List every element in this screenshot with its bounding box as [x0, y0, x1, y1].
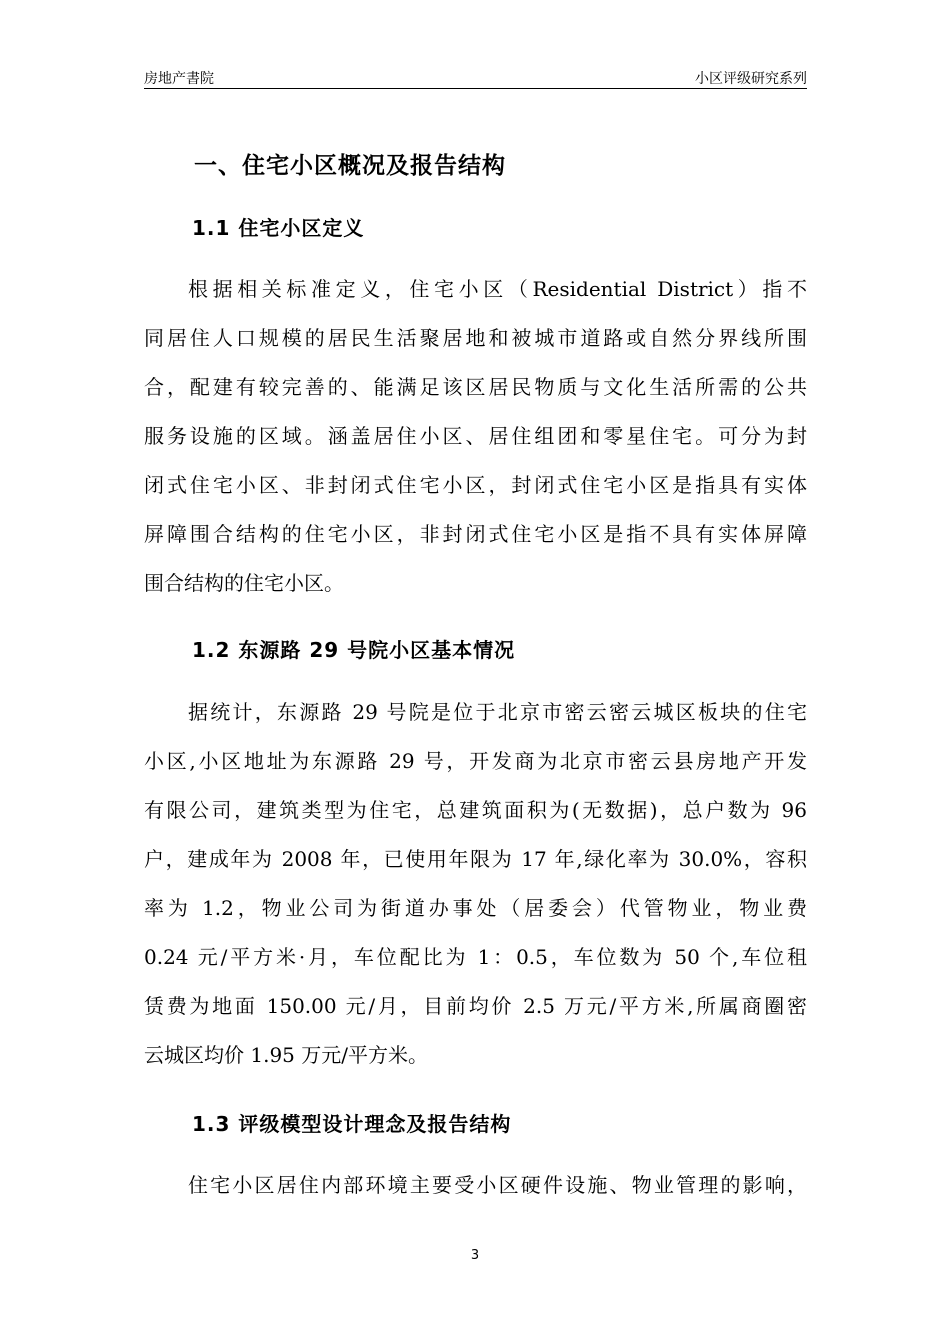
paragraph-line: 有限公司，建筑类型为住宅，总建筑面积为(无数据)，总户数为 96 — [144, 798, 807, 822]
paragraph-definition — [144, 265, 807, 608]
paragraph-line: 率为 1.2，物业公司为街道办事处（居委会）代管物业，物业费 — [144, 896, 807, 920]
paragraph-line: 屏障围合结构的住宅小区，非封闭式住宅小区是指不具有实体屏障 — [144, 522, 807, 546]
heading-1-2: 1.2 东源路 29 号院小区基本情况 — [192, 638, 516, 662]
paragraph-line: 赁费为地面 150.00 元/月，目前均价 2.5 万元/平方米,所属商圈密 — [144, 994, 807, 1018]
paragraph-line: 合，配建有较完善的、能满足该区居民物质与文化生活所需的公共 — [144, 375, 807, 399]
page-header — [144, 66, 807, 88]
paragraph-line: 围合结构的住宅小区。 — [144, 571, 344, 595]
header-rule — [144, 88, 807, 89]
paragraph-line: 同居住人口规模的居民生活聚居地和被城市道路或自然分界线所围 — [144, 326, 807, 350]
paragraph-model-design — [144, 1161, 807, 1210]
header-left-text: 房地产書院 — [144, 71, 214, 87]
paragraph-line: 小区,小区地址为东源路 29 号，开发商为北京市密云县房地产开发 — [144, 749, 807, 773]
paragraph-basic-info — [144, 688, 807, 1080]
paragraph-line: 户，建成年为 2008 年，已使用年限为 17 年,绿化率为 30.0%，容积 — [144, 847, 807, 871]
paragraph-line: 据统计，东源路 29 号院是位于北京市密云密云城区板块的住宅 — [188, 700, 807, 724]
paragraph-line: 根据相关标准定义，住宅小区（Residential District）指不 — [188, 277, 807, 301]
heading-1-3: 1.3 评级模型设计理念及报告结构 — [192, 1112, 512, 1136]
paragraph-line: 住宅小区居住内部环境主要受小区硬件设施、物业管理的影响， — [188, 1173, 807, 1197]
header-right-text: 小区评级研究系列 — [695, 71, 807, 87]
paragraph-line: 云城区均价 1.95 万元/平方米。 — [144, 1043, 428, 1067]
section-title: 一、住宅小区概况及报告结构 — [194, 153, 506, 179]
page-number: 3 — [470, 1248, 480, 1263]
paragraph-line: 0.24 元/平方米·月，车位配比为 1：0.5，车位数为 50 个,车位租 — [144, 945, 807, 969]
paragraph-line: 闭式住宅小区、非封闭式住宅小区，封闭式住宅小区是指具有实体 — [144, 473, 807, 497]
paragraph-line: 服务设施的区域。涵盖居住小区、居住组团和零星住宅。可分为封 — [144, 424, 807, 448]
heading-1-1: 1.1 住宅小区定义 — [192, 216, 365, 240]
